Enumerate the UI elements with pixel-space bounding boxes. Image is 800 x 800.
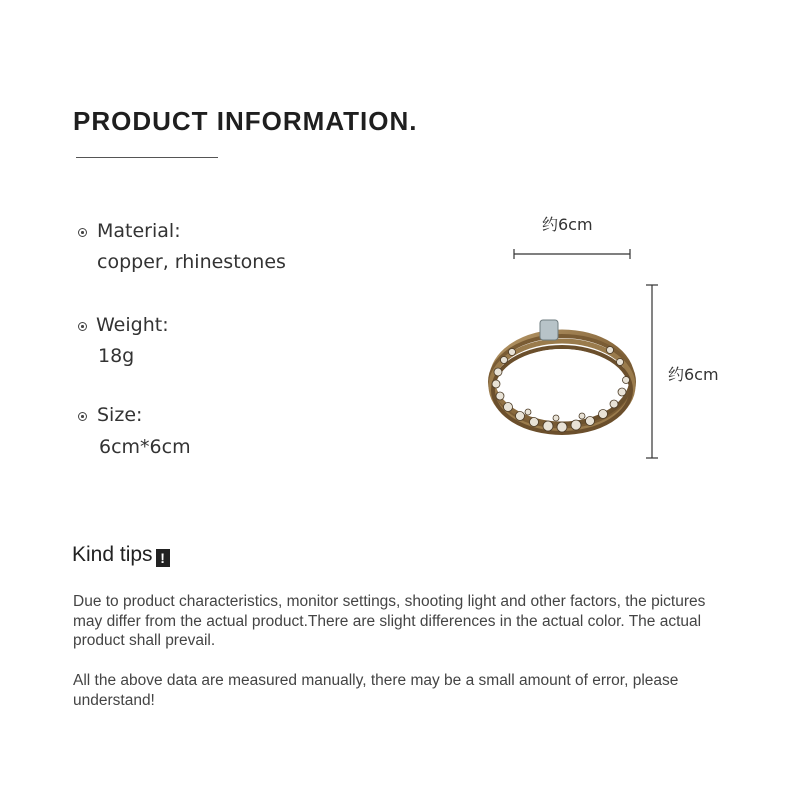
weight-value: 18g [98, 345, 135, 367]
title-underline [76, 157, 218, 158]
size-value: 6cm*6cm [99, 436, 191, 458]
page-title: PRODUCT INFORMATION. [73, 106, 418, 136]
material-value: copper, rhinestones [97, 251, 286, 273]
measurement-note-paragraph: All the above data are measured manually, there may be a small amount of error, please understand! [73, 672, 679, 709]
height-dimension-label: 约6cm [668, 365, 719, 384]
width-dimension-label: 约6cm [542, 215, 593, 234]
disclaimer-paragraph: Due to product characteristics, monitor settings, shooting light and other factors, the pictures may differ from the actual product.There are slight differences in the actual color. The actual product shall prevail. [73, 593, 706, 649]
bullet-icon [78, 228, 87, 237]
material-label: Material: [97, 220, 181, 242]
width-dimension-line [510, 246, 634, 262]
bullet-icon [78, 412, 87, 421]
bracelet-product-image [482, 312, 642, 442]
height-dimension-line [642, 282, 662, 462]
size-label: Size: [97, 404, 143, 426]
weight-label: Weight: [96, 314, 169, 336]
kind-tips-title: Kind tips [72, 543, 153, 566]
bullet-icon [78, 322, 87, 331]
kind-tips-heading [72, 543, 170, 567]
exclamation-icon: ! [156, 549, 170, 567]
